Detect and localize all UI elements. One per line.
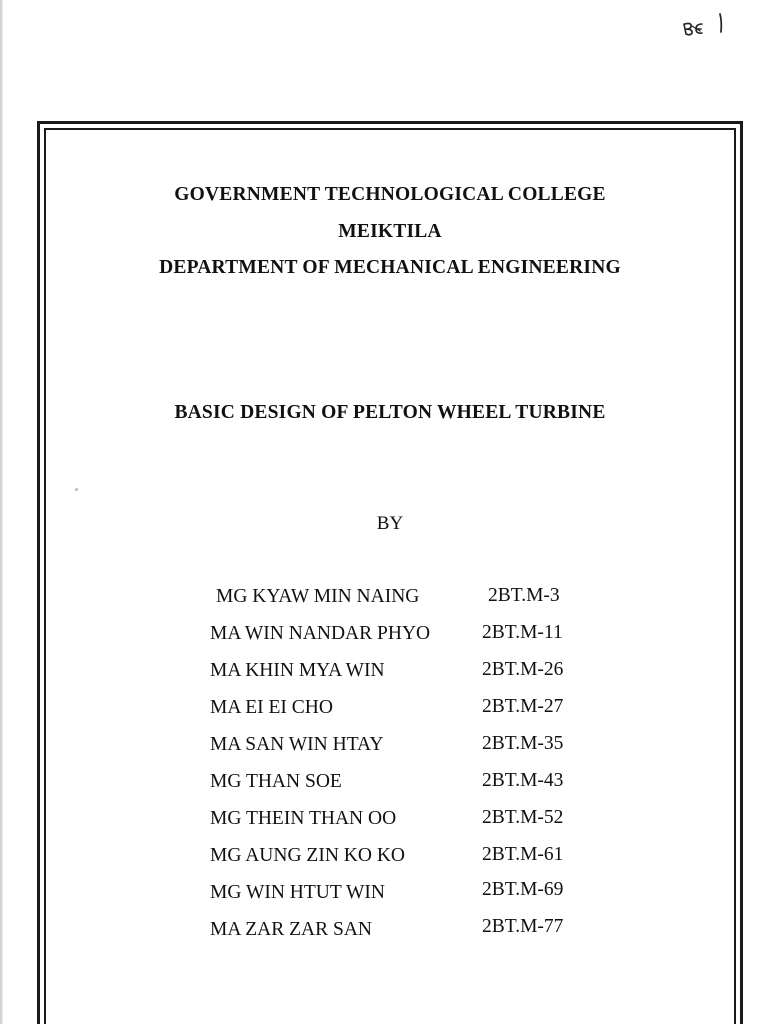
member-name: MG THAN SOE (210, 771, 342, 792)
handwritten-page-mark (680, 10, 730, 40)
scan-edge-shadow (0, 0, 3, 1024)
member-roll: 2BT.M-26 (482, 659, 564, 680)
department-name: DEPARTMENT OF MECHANICAL ENGINEERING (159, 257, 621, 278)
member-name: MA KHIN MYA WIN (210, 660, 385, 681)
member-roll: 2BT.M-43 (482, 770, 564, 791)
college-city: MEIKTILA (338, 221, 442, 242)
member-roll: 2BT.M-61 (482, 844, 564, 865)
by-label: BY (376, 513, 404, 534)
college-name: GOVERNMENT TECHNOLOGICAL COLLEGE (174, 184, 606, 205)
member-name: MA ZAR ZAR SAN (210, 919, 372, 940)
member-roll: 2BT.M-35 (482, 733, 564, 754)
member-name: MA EI EI CHO (210, 697, 333, 718)
member-name: MG AUNG ZIN KO KO (210, 845, 405, 866)
member-roll: 2BT.M-3 (488, 585, 560, 606)
member-name: MG WIN HTUT WIN (210, 882, 385, 903)
member-name: MA SAN WIN HTAY (210, 734, 384, 755)
thesis-title: BASIC DESIGN OF PELTON WHEEL TURBINE (174, 402, 606, 423)
member-roll: 2BT.M-11 (482, 622, 563, 643)
member-roll: 2BT.M-69 (482, 879, 564, 900)
member-roll: 2BT.M-52 (482, 807, 564, 828)
member-name: MA WIN NANDAR PHYO (210, 623, 431, 644)
member-roll: 2BT.M-77 (482, 916, 564, 937)
member-name: MG KYAW MIN NAING (216, 586, 420, 607)
member-name: MG THEIN THAN OO (210, 808, 397, 829)
scan-speck (75, 488, 78, 491)
member-roll: 2BT.M-27 (482, 696, 564, 717)
